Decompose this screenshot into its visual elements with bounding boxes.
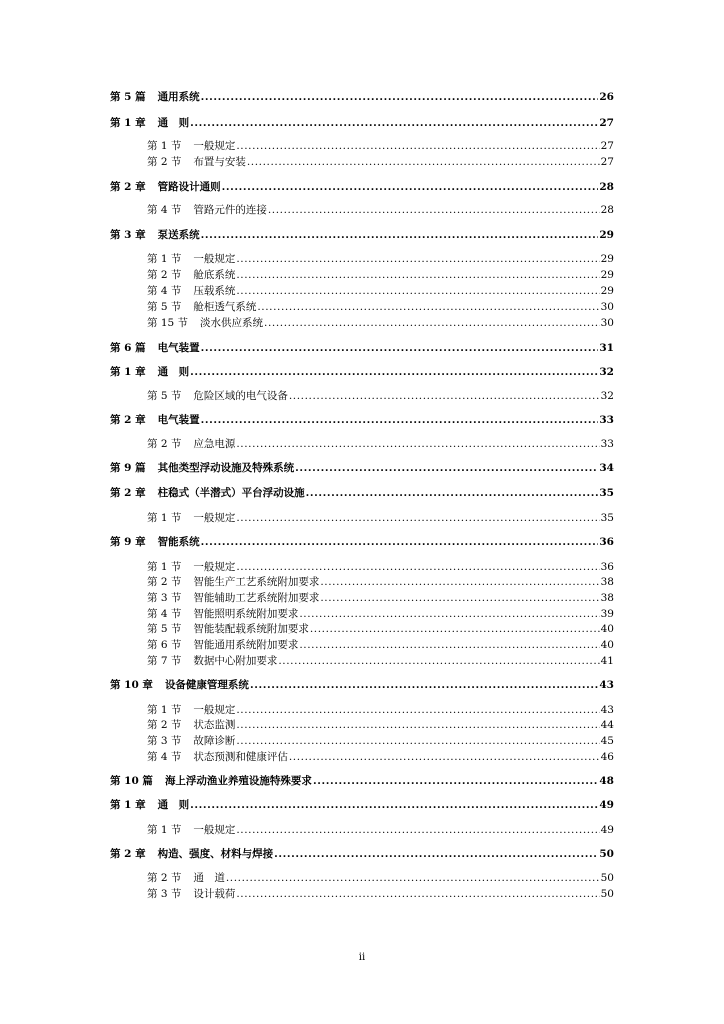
toc-leader-dots [320, 591, 599, 605]
toc-entry-number: 第 1 节 [147, 140, 182, 152]
toc-leader-dots [236, 718, 599, 732]
toc-entry-number: 第 4 节 [147, 204, 182, 216]
toc-section-entry[interactable] [147, 560, 614, 574]
toc-entry-page: 49 [599, 799, 614, 811]
toc-entry-page: 35 [599, 487, 614, 499]
toc-section-entry[interactable] [147, 607, 614, 621]
toc-entry-number: 第 2 节 [147, 576, 182, 588]
toc-leader-dots [268, 203, 600, 217]
toc-entry-page: 41 [600, 655, 614, 667]
toc-entry-title: 管路元件的连接 [193, 204, 267, 216]
toc-section-entry[interactable] [147, 734, 614, 748]
toc-entry-page: 40 [600, 639, 614, 651]
toc-entry-number: 第 6 篇 [110, 342, 146, 354]
toc-section-entry[interactable] [147, 139, 614, 153]
toc-section-entry[interactable] [147, 252, 614, 266]
toc-entry-page: 27 [600, 140, 614, 152]
toc-entry-number: 第 2 节 [147, 872, 182, 884]
toc-section-entry[interactable] [147, 638, 614, 652]
toc-entry-title: 设备健康管理系统 [164, 679, 249, 691]
toc-heading-entry[interactable] [110, 341, 614, 355]
toc-entry-page: 28 [599, 181, 614, 193]
toc-entry-number: 第 1 节 [147, 561, 182, 573]
toc-leader-dots [310, 622, 600, 636]
toc-entry-title: 海上浮动渔业养殖设施特殊要求 [164, 775, 312, 787]
toc-entry-page: 32 [599, 366, 614, 378]
toc-section-entry[interactable] [147, 511, 614, 525]
toc-leader-dots [201, 228, 599, 242]
toc-leader-dots [257, 300, 599, 314]
toc-section-entry[interactable] [147, 750, 614, 764]
toc-heading-entry[interactable] [110, 228, 614, 242]
toc-leader-dots [226, 871, 600, 885]
toc-entry-number: 第 9 章 [110, 536, 146, 548]
toc-leader-dots [289, 389, 600, 403]
toc-section-entry[interactable] [147, 155, 614, 169]
toc-heading-entry[interactable] [110, 486, 614, 500]
toc-entry-number: 第 1 节 [147, 512, 182, 524]
toc-heading-entry[interactable] [110, 678, 614, 692]
toc-entry-number: 第 5 节 [147, 390, 182, 402]
toc-entry-number: 第 2 节 [147, 719, 182, 731]
toc-entry-number: 第 1 节 [147, 824, 182, 836]
toc-entry-page: 38 [600, 592, 614, 604]
toc-entry-number: 第 1 节 [147, 253, 182, 265]
toc-entry-title: 通用系统 [157, 91, 200, 103]
toc-entry-page: 38 [600, 576, 614, 588]
toc-entry-title: 状态预测和健康评估 [193, 751, 288, 763]
toc-entry-number: 第 5 篇 [110, 91, 146, 103]
toc-section-entry[interactable] [147, 437, 614, 451]
toc-entry-page: 35 [600, 512, 614, 524]
toc-entry-number: 第 7 节 [147, 655, 182, 667]
toc-entry-number: 第 2 节 [147, 438, 182, 450]
toc-leader-dots [236, 511, 599, 525]
toc-leader-dots [320, 575, 599, 589]
toc-entry-number: 第 4 节 [147, 285, 182, 297]
toc-leader-dots [190, 365, 598, 379]
toc-entry-number: 第 9 篇 [110, 462, 146, 474]
toc-leader-dots [236, 823, 599, 837]
toc-leader-dots [289, 750, 600, 764]
toc-heading-entry[interactable] [110, 774, 614, 788]
toc-entry-title: 电气装置 [157, 414, 200, 426]
toc-entry-page: 50 [600, 888, 614, 900]
toc-leader-dots [222, 180, 599, 194]
toc-entry-page: 31 [599, 342, 614, 354]
toc-leader-dots [201, 413, 599, 427]
page-number: ii [358, 952, 366, 963]
toc-heading-entry[interactable] [110, 461, 614, 475]
toc-leader-dots [236, 887, 599, 901]
toc-entry-title: 电气装置 [157, 342, 200, 354]
toc-leader-dots [236, 560, 599, 574]
toc-leader-dots [236, 139, 599, 153]
toc-entry-number: 第 2 章 [110, 414, 146, 426]
toc-entry-page: 26 [599, 91, 614, 103]
toc-section-entry[interactable] [147, 268, 614, 282]
toc-leader-dots [236, 268, 599, 282]
toc-entry-title: 淡水供应系统 [200, 317, 264, 329]
toc-entry-number: 第 10 章 [110, 679, 153, 691]
toc-entry-number: 第 2 章 [110, 848, 146, 860]
toc-section-entry[interactable] [147, 654, 614, 668]
toc-entry-title: 智能系统 [157, 536, 200, 548]
toc-entry-number: 第 1 章 [110, 799, 146, 811]
toc-section-entry[interactable] [147, 316, 614, 330]
toc-entry-title: 智能辅助工艺系统附加要求 [193, 592, 320, 604]
toc-entry-page: 50 [599, 848, 614, 860]
toc-entry-number: 第 4 节 [147, 608, 182, 620]
toc-entry-page: 27 [600, 156, 614, 168]
toc-section-entry[interactable] [147, 575, 614, 589]
toc-entry-number: 第 3 节 [147, 888, 182, 900]
toc-entry-number: 第 2 节 [147, 156, 182, 168]
toc-leader-dots [236, 252, 599, 266]
toc-entry-page: 46 [600, 751, 614, 763]
toc-entry-title: 压载系统 [193, 285, 236, 297]
toc-leader-dots [295, 461, 598, 475]
toc-entry-title: 一般规定 [193, 704, 236, 716]
toc-entry-title: 构造、强度、材料与焊接 [157, 848, 274, 860]
toc-entry-number: 第 3 节 [147, 592, 182, 604]
toc-leader-dots [201, 90, 599, 104]
toc-section-entry[interactable] [147, 703, 614, 717]
toc-entry-title: 危险区域的电气设备 [193, 390, 288, 402]
toc-entry-title: 泵送系统 [157, 229, 200, 241]
toc-entry-title: 柱稳式（半潜式）平台浮动设施 [157, 487, 305, 499]
toc-entry-title: 一般规定 [193, 824, 236, 836]
toc-leader-dots [299, 607, 599, 621]
toc-heading-entry[interactable] [110, 413, 614, 427]
toc-entry-number: 第 15 节 [147, 317, 189, 329]
toc-entry-page: 36 [599, 536, 614, 548]
toc-entry-title: 一般规定 [193, 512, 236, 524]
toc-entry-page: 40 [600, 623, 614, 635]
toc-leader-dots [201, 535, 599, 549]
toc-entry-number: 第 2 章 [110, 181, 146, 193]
toc-section-entry[interactable] [147, 300, 614, 314]
toc-section-entry[interactable] [147, 823, 614, 837]
toc-leader-dots [236, 284, 599, 298]
toc-entry-title: 智能通用系统附加要求 [193, 639, 299, 651]
toc-entry-page: 30 [600, 317, 614, 329]
toc-entry-page: 49 [600, 824, 614, 836]
toc-leader-dots [278, 654, 599, 668]
toc-leader-dots [236, 703, 599, 717]
toc-entry-number: 第 5 节 [147, 301, 182, 313]
toc-entry-page: 28 [600, 204, 614, 216]
toc-heading-entry[interactable] [110, 180, 614, 194]
toc-heading-entry[interactable] [110, 535, 614, 549]
toc-entry-title: 通 道 [193, 872, 225, 884]
toc-entry-page: 27 [599, 117, 614, 129]
toc-entry-title: 一般规定 [193, 140, 236, 152]
toc-section-entry[interactable] [147, 871, 614, 885]
toc-section-entry[interactable] [147, 389, 614, 403]
toc-leader-dots [190, 116, 598, 130]
toc-entry-page: 43 [599, 679, 614, 691]
toc-entry-page: 29 [600, 253, 614, 265]
toc-heading-entry[interactable] [110, 847, 614, 861]
toc-entry-title: 一般规定 [193, 561, 236, 573]
toc-entry-title: 智能照明系统附加要求 [193, 608, 299, 620]
toc-entry-title: 管路设计通则 [157, 181, 221, 193]
toc-entry-page: 50 [600, 872, 614, 884]
toc-entry-number: 第 1 节 [147, 704, 182, 716]
toc-entry-page: 44 [600, 719, 614, 731]
toc-leader-dots [306, 486, 599, 500]
toc-section-entry[interactable] [147, 284, 614, 298]
toc-entry-page: 30 [600, 301, 614, 313]
toc-section-entry[interactable] [147, 887, 614, 901]
toc-entry-page: 33 [600, 438, 614, 450]
toc-entry-title: 设计载荷 [193, 888, 236, 900]
toc-entry-page: 34 [599, 462, 614, 474]
toc-entry-page: 43 [600, 704, 614, 716]
toc-entry-page: 29 [599, 229, 614, 241]
toc-leader-dots [201, 341, 599, 355]
toc-leader-dots [236, 437, 599, 451]
toc-entry-page: 39 [600, 608, 614, 620]
toc-entry-page: 48 [599, 775, 614, 787]
toc-entry-page: 45 [600, 735, 614, 747]
toc-section-entry[interactable] [147, 203, 614, 217]
toc-entry-title: 状态监测 [193, 719, 236, 731]
toc-entry-title: 舱底系统 [193, 269, 236, 281]
toc-entry-title: 布置与安装 [193, 156, 246, 168]
toc-entry-number: 第 1 章 [110, 366, 146, 378]
toc-entry-title: 通 则 [157, 366, 190, 378]
toc-entry-page: 29 [600, 269, 614, 281]
toc-entry-page: 29 [600, 285, 614, 297]
toc-entry-title: 数据中心附加要求 [193, 655, 278, 667]
toc-entry-title: 一般规定 [193, 253, 236, 265]
toc-entry-title: 舱柜透气系统 [193, 301, 257, 313]
toc-leader-dots [264, 316, 600, 330]
toc-leader-dots [299, 638, 599, 652]
toc-entry-title: 通 则 [157, 117, 190, 129]
toc-entry-page: 33 [599, 414, 614, 426]
toc-entry-title: 其他类型浮动设施及特殊系统 [157, 462, 295, 474]
toc-entry-title: 应急电源 [193, 438, 236, 450]
toc-leader-dots [247, 155, 600, 169]
toc-entry-number: 第 3 章 [110, 229, 146, 241]
toc-entry-page: 36 [600, 561, 614, 573]
toc-entry-number: 第 4 节 [147, 751, 182, 763]
toc-section-entry[interactable] [147, 718, 614, 732]
toc-entry-title: 故障诊断 [193, 735, 236, 747]
toc-entry-number: 第 2 章 [110, 487, 146, 499]
toc-leader-dots [190, 798, 598, 812]
toc-leader-dots [274, 847, 598, 861]
toc-entry-number: 第 1 章 [110, 117, 146, 129]
toc-entry-number: 第 3 节 [147, 735, 182, 747]
toc-heading-entry[interactable] [110, 90, 614, 104]
toc-entry-number: 第 5 节 [147, 623, 182, 635]
toc-leader-dots [313, 774, 598, 788]
toc-entry-page: 32 [600, 390, 614, 402]
toc-entry-number: 第 2 节 [147, 269, 182, 281]
toc-heading-entry[interactable] [110, 798, 614, 812]
toc-entry-title: 智能生产工艺系统附加要求 [193, 576, 320, 588]
toc-entry-number: 第 10 篇 [110, 775, 153, 787]
toc-heading-entry[interactable] [110, 365, 614, 379]
toc-heading-entry[interactable] [110, 116, 614, 130]
toc-leader-dots [236, 734, 599, 748]
toc-entry-title: 智能装配载系统附加要求 [193, 623, 309, 635]
toc-entry-number: 第 6 节 [147, 639, 182, 651]
toc-leader-dots [250, 678, 598, 692]
toc-section-entry[interactable] [147, 591, 614, 605]
toc-section-entry[interactable] [147, 622, 614, 636]
toc-entry-title: 通 则 [157, 799, 190, 811]
